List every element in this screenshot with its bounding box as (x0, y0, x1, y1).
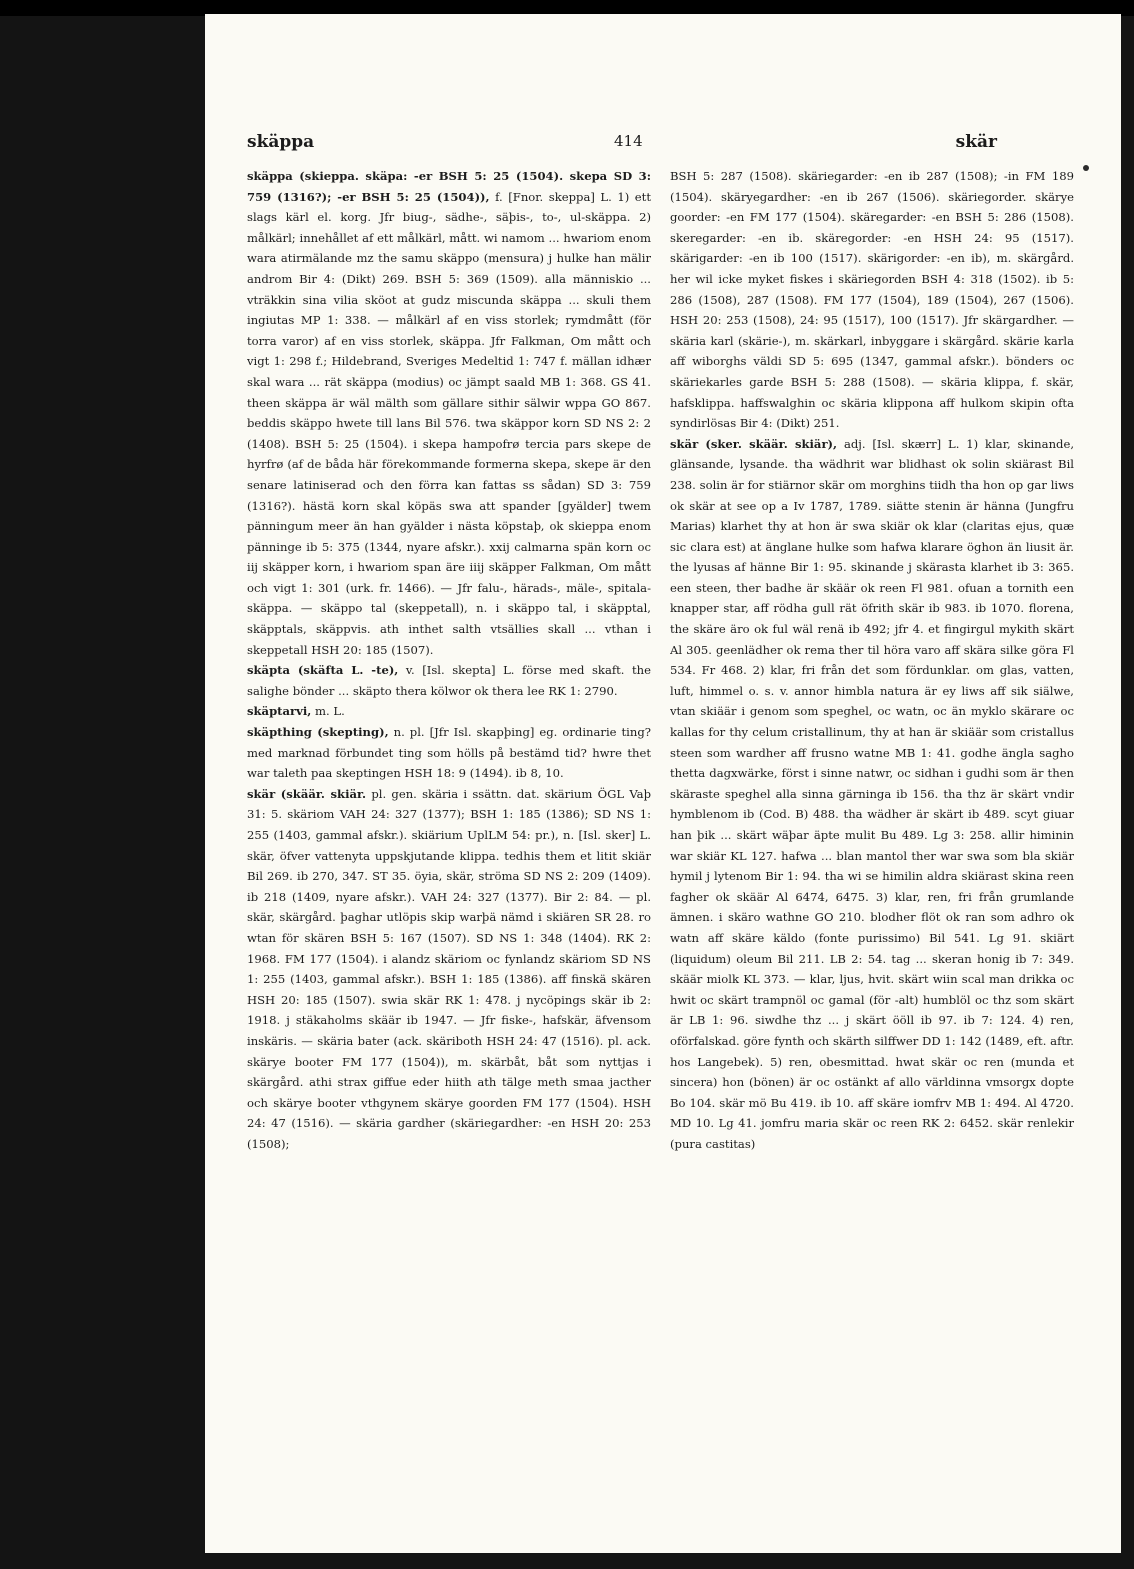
running-head-right-word: skär (955, 132, 997, 152)
entry-skar-noun (247, 784, 651, 1155)
scan-speck (1083, 165, 1089, 171)
entry-body: adj. [Isl. skærr] L. 1) klar, skinande, glänsande, lysande. tha wädhrit war blidhast ok solin skiärast Bil 238. solin är for stiärnor skär om morghins tiidh tha hon op gar liws ok skär at see op a Iv 1787, 1789. siätte stenin är hänna (Jungfru Marias) klarhet thy at hon är swa skiär ok klar (claritas ejus, quæ sic clara est) at änglane hulke som hafwa klarare öghon än liusit är. the lyusas af hänne Bir 1: 95. skinande j skärasta klarhet ib 3: 365. een steen, ther badhe är skäär ok reen Fl 981. ofuan a tornith een knapper star, aff rödha gull rät öfrith skär ib 983. ib 1070. florena, the skäre äro ok ful wäl renä ib 492; jfr 4. et fingirgul mykith skärt Al 305. geenlädher ok rema ther til höra varo aff skära silke göra Fl 534. Fr 468. 2) klar, fri från det som fördunklar. om glas, vatten, luft, himmel o. s. v. annor himbla natura är ey liws aff sik siälwe, vtan skiäär i genom som speghel, oc watn, oc än myklo skärare oc kallas for thy celum cristallinum, thy at han är skiäär som cristallus steen som wardher aff frusno watne MB 1: 41. godhe ängla sagho thetta dagxwärke, först i sinne natwr, oc sidhan i gudhi som är then skäraste speghel alla sinna gärninga ib 156. tha thz är skärt vndir hymblenom ib (Cod. B) 488. tha wädher är skärt ib 489. scyt giuar han þik ... skärt wäþar äpte mulit Bu 489. Lg 3: 258. allir himinin war skiär KL 127. hafwa ... blan mantol ther war swa som bla skiär hymil j lytenom Bir 1: 94. tha wi se himilin aldra skiärast skina reen fagher ok skäär Al 6474, 6475. 3) klar, ren, fri från grumlande ämnen. i skäro wathne GO 210. blodher flöt ok ran som adhro ok watn aff skäre käldo (fonte purissimo) Bil 541. Lg 91. skiärt (liquidum) oleum Bil 211. LB 2: 54. tag ... skeran honig ib 7: 349. skäär miolk KL 373. — klar, ljus, hvit. skärt wiin scal man drikka oc hwit oc skärt trampnöl oc gamal (för -alt) humblöl oc thz som skärt är LB 1: 96. siwdhe thz ... j skärt ööll ib 97. ib 7: 124. 4) ren, oförfalskad. göre fynth och skärth silffwer DD 1: 142 (1489, eft. aftr. hos Langebek). 5) ren, obesmittad. hwat skär oc ren (munda et sincera) hon (bönen) är oc ostänkt af allo världinna vmsorgx dopte Bo 104. skär mö Bu 419. ib 10. aff skäre iomfrv MB 1: 494. Al 4720. MD 10. Lg 41. jomfru maria skär oc reen RK 2: 6452. skär renlekir (pura castitas) (670, 436, 1074, 1151)
entry-body: BSH 5: 287 (1508). skäriegarder: -en ib 287 (1508); -in FM 189 (1504). skäryegardher: -en ib 267 (1506). skäriegorder. skärye goorder: -en FM 177 (1504). skäregarder: -en BSH 5: 286 (1508). skeregarder: -en ib. skäregorder: -en HSH 24: 95 (1517). skärigarder: -en ib 100 (1517). skärigorder: -en ib), m. skärgård. her wil icke myket fiskes i skäriegorden BSH 4: 318 (1502). ib 5: 286 (1508), 287 (1508). FM 177 (1504), 189 (1504), 267 (1506). HSH 20: 253 (1508), 24: 95 (1517), 100 (1517). Jfr skärgardher. — skäria karl (skärie-), m. skärkarl, inbyggare i skärgård. skärie karla aff wiborghs väldi SD 5: 695 (1347, gammal afskr.). bönders oc skäriekarles garde BSH 5: 288 (1508). — skäria klippa, f. skär, hafsklippa. haffswalghin oc skäria klippona aff hulkom skipin ofta syndirlösas Bir 4: (Dikt) 251. (670, 169, 1074, 431)
left-column (247, 166, 651, 1386)
headword: skäpta (skäfta L. -te), (247, 663, 399, 678)
entry-skapta (247, 660, 651, 701)
headword: skär (sker. skäär. skiär), (670, 436, 838, 451)
page-number: 414 (614, 132, 643, 150)
running-head (205, 132, 1121, 162)
entry-skar-adjective (670, 434, 1074, 1155)
headword: skäppa (skieppa. skäpa: -er BSH 5: 25 (1504). skepa SD 3: 759 (1316?); -er BSH 5: 25 (1504)), (247, 169, 651, 204)
dictionary-page (205, 14, 1121, 1553)
headword: skäptarvi, (247, 704, 312, 719)
entry-body: v. [Isl. skepta] L. förse med skaft. the salighe bönder ... skäpto thera kölwor ok thera lee RK 1: 2790. (247, 663, 651, 698)
entry-skapthing (247, 722, 651, 784)
entry-body: pl. gen. skäria i ssättn. dat. skärium ÖGL Vaþ 31: 5. skäriom VAH 24: 327 (1377); BSH 1: 185 (1386); SD NS 1: 255 (1403, gammal afskr.). skiärium UplLM 54: pr.), n. [Isl. sker] L. skär, öfver vattenyta uppskjutande klippa. tedhis them et litit skiär Bil 269. ib 270, 347. ST 35. öyia, skär, ströma SD NS 2: 209 (1409). ib 218 (1409, nyare afskr.). VAH 24: 327 (1377). Bir 2: 84. — pl. skär, skärgård. þaghar utlöpis skip warþä nämd i skiären SR 28. ro wtan för skären BSH 5: 167 (1507). SD NS 1: 348 (1404). RK 2: 1968. FM 177 (1504). i alandz skäriom oc fynlandz skäriom SD NS 1: 255 (1403, gammal afskr.). BSH 1: 185 (1386). aff finskä skären HSH 20: 185 (1507). swia skär RK 1: 478. j nycöpings skär ib 2: 1918. j stäkaholms skäär ib 1947. — Jfr fiske-, hafskär, äfvensom inskäris. — skäria bater (ack. skäriboth HSH 24: 47 (1516). pl. ack. skärye booter FM 177 (1504)), m. skärbåt, båt som nyttjas i skärgård. athi strax giffue eder hiith ath tälge meth smaa jacther och skärye booter vthgynem skärye goorden FM 177 (1504). HSH 24: 47 (1516). — skäria gardher (skäriegardher: -en HSH 20: 253 (1508); (247, 786, 651, 1151)
entry-skappa (247, 166, 651, 660)
right-column (670, 166, 1074, 1386)
headword: skäpthing (skepting), (247, 725, 389, 740)
entry-body: f. [Fnor. skeppa] L. 1) ett slags kärl el. korg. Jfr biug-, sädhe-, säþis-, to-, ul-skäppa. 2) målkärl; innehållet af ett målkärl, mått. wi namom ... hwariom enom wara atirmälande mz the samu skäppo (mensura) j hulke han mälir androm Bir 4: (Dikt) 269. BSH 5: 369 (1509). alla människio ... vträkkin sina vilia sköot at gudz miscunda skäppa ... skuli them ingiutas MP 1: 338. — målkärl af en viss storlek; rymdmått (för torra varor) af en viss storlek, skäppa. Jfr Falkman, Om mått och vigt 1: 298 f.; Hildebrand, Sveriges Medeltid 1: 747 f. mällan idhær skal wara ... rät skäppa (modius) oc jämpt saald MB 1: 368. GS 41. theen skäppa är wäl mälth som gällare sithir sälwir wppa GO 867. beddis skäppo hwete till lans Bil 576. twa skäppor korn SD NS 2: 2 (1408). BSH 5: 25 (1504). i skepa hampofrø tercia pars skepe de hyrfrø (af de båda här förekommande formerna skepa, skepe är den senare latiniserad och den förra kan fattas ss sådan) SD 3: 759 (1316?). hästä korn skal köpäs swa att spander [gyälder] twem pänningum meer än han gyälder i nästa köpstaþ, ok skieppa enom pänninge ib 5: 375 (1344, nyare afskr.). xxij calmarna spän korn oc iij skäpper korn, i hwariom span äre iiij skäpper Falkman, Om mått och vigt 1: 301 (urk. fr. 1466). — Jfr falu-, härads-, mäle-, spitala-skäppa. — skäppo tal (skeppetall), n. i skäppo tal, i skäpptal, skäpptals, skäppvis. ath inthet salth vtsällies skall ... vthan i skeppetall HSH 20: 185 (1507). (247, 189, 651, 657)
entry-body: n. pl. [Jfr Isl. skapþing] eg. ordinarie ting? med marknad förbundet ting som hölls på bestämd tid? hwre thet war taleth paa skeptingen HSH 18: 9 (1494). ib 8, 10. (247, 725, 651, 781)
running-head-left-word: skäppa (247, 132, 315, 152)
headword: skär (skäär. skiär. (247, 786, 367, 801)
entry-skaria-gardher-continued (670, 166, 1074, 434)
entry-skaptarvi (247, 701, 651, 722)
entry-body: m. L. (315, 704, 345, 719)
